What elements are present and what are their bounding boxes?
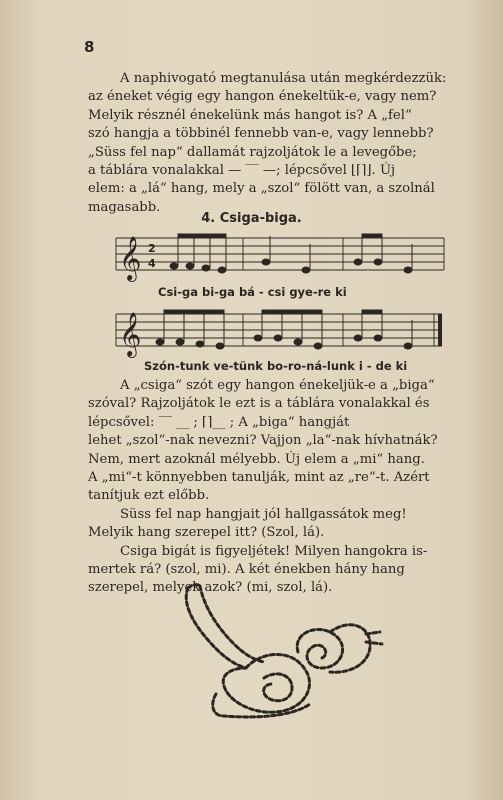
- svg-text:2: 2: [148, 242, 156, 255]
- music-staff-1: [116, 232, 446, 282]
- treble-clef-icon: 𝄞: [119, 236, 142, 280]
- body-paragraphs: [88, 377, 480, 598]
- text-line: A „csiga“ szót egy hangon énekeljük-e a „biga“: [120, 378, 435, 393]
- text-line: az éneket végig egy hangon énekeltük-e, vagy nem?: [88, 89, 437, 105]
- text-line: lépcsővel: ‾‾ __ ; ⌈⌉__ ; A „biga“ hangját: [88, 414, 350, 430]
- text-line: Melyik hang szerepel itt? (Szol, lá).: [88, 525, 325, 541]
- snail-icon: [180, 582, 385, 722]
- text-line: Melyik résznél énekelünk más hangot is? A „fel“: [88, 107, 412, 123]
- text-line: szóval? Rajzoljátok le ezt is a táblára vonalakkal és: [88, 396, 430, 412]
- page-number: 8: [84, 38, 95, 56]
- text-line: magasabb.: [88, 199, 161, 215]
- music-staff-2: [116, 308, 446, 358]
- lyrics-line-2: Szón-tunk ve-tünk bo-ro-ná-lunk i - de ki: [144, 359, 408, 373]
- text-line: Csiga bigát is figyeljétek! Milyen hangokra is-: [120, 543, 428, 559]
- text-line: „Süss fel nap“ dallamát rajzoljátok le a levegőbe;: [88, 144, 417, 160]
- text-line: a táblára vonalakkal — ‾‾ —; lépcsővel ⌊⌈⌉⌋. Új: [88, 163, 396, 179]
- treble-clef-icon: 𝄞: [119, 312, 142, 356]
- text-line: Nem, mert azoknál mélyebb. Új elem a „mi“ hang.: [88, 451, 425, 467]
- text-line: A naphivogató megtanulása után megkérdezzük:: [120, 71, 447, 86]
- text-line: lehet „szol“-nak nevezni? Vajjon „la“-nak hívhatnák?: [88, 433, 438, 449]
- lyrics-line-1: Csi-ga bi-ga bá - csi gye-re ki: [158, 285, 347, 299]
- text-line: A „mi“-t könnyebben tanulják, mint az „re“-t. Azért: [88, 470, 430, 486]
- text-line: szerepel, melyek azok? (mi, szol, lá).: [88, 580, 333, 596]
- intro-paragraph: [88, 70, 480, 217]
- text-line: mertek rá? (szol, mi). A két énekben hány hang: [88, 562, 405, 578]
- text-line: Süss fel nap hangjait jól hallgassátok meg!: [120, 506, 407, 522]
- text-line: tanítjuk ezt előbb.: [88, 488, 210, 504]
- text-line: elem: a „lá“ hang, mely a „szol“ fölött van, a szolnál: [88, 181, 435, 197]
- song-title: 4. Csiga-biga.: [201, 211, 302, 226]
- svg-text:4: 4: [148, 257, 156, 270]
- text-line: szó hangja a többinél fennebb van-e, vagy lennebb?: [88, 126, 434, 142]
